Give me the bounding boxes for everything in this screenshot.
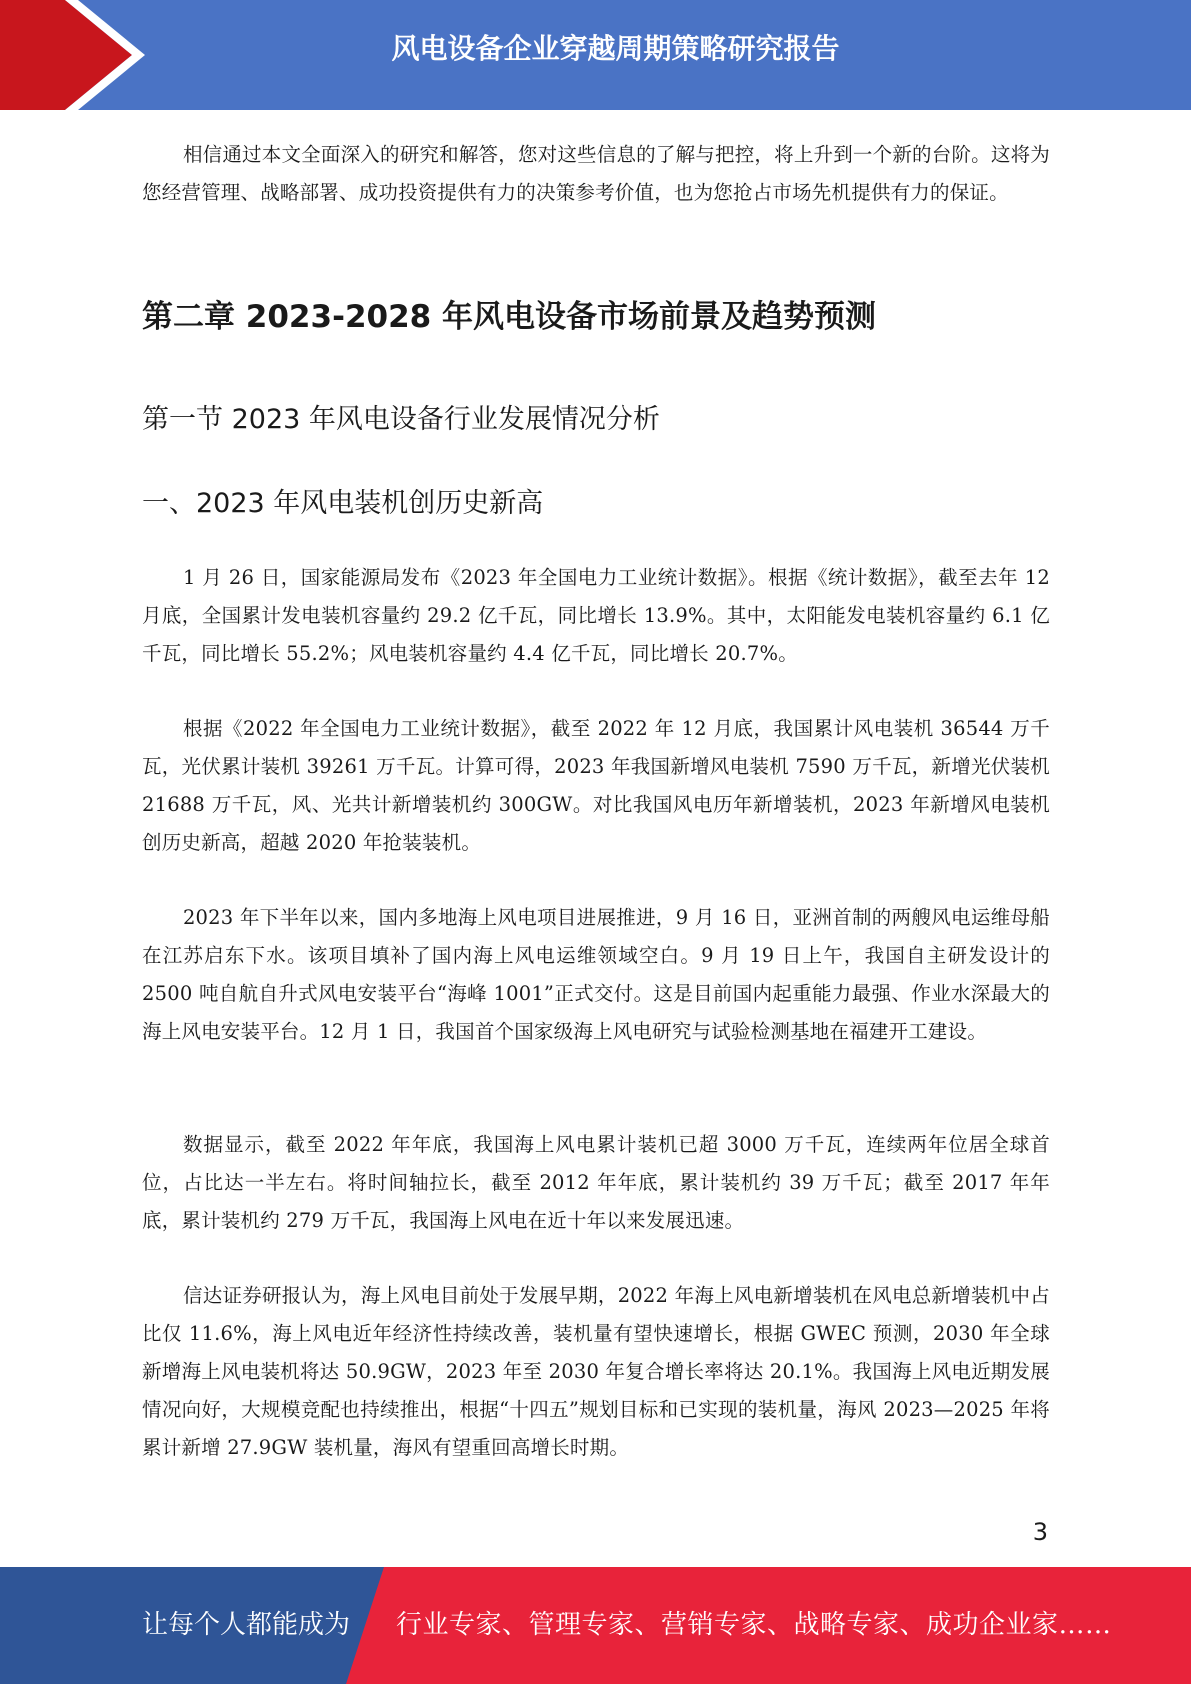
page-number: 3 (1032, 1518, 1048, 1546)
intro-paragraph: 相信通过本文全面深入的研究和解答，您对这些信息的了解与把控，将上升到一个新的台阶。这将为您经营管理、战略部署、成功投资提供有力的决策参考价值，也为您抢占市场先机提供有力的保证。 (142, 143, 1050, 204)
paragraph-1: 1 月 26 日，国家能源局发布《2023 年全国电力工业统计数据》。根据《统计数据》，截至去年 12 月底，全国累计发电装机容量约 29.2 亿千瓦，同比增长 13.9%。其中，太阳能发电装机容量约 6.1 亿千瓦，同比增长 55.2%；风电装机容量约 4.4 亿千瓦，同比增长 20.7%。 (142, 566, 1050, 665)
paragraph-2: 根据《2022 年全国电力工业统计数据》，截至 2022 年 12 月底，我国累计风电装机 36544 万千瓦，光伏累计装机 39261 万千瓦。计算可得，2023 年我国新增风电装机 7590 万千瓦，新增光伏装机 21688 万千瓦，风、光共计新增装机约 300GW。对比我国风电历年新增装机，2023 年新增风电装机创历史新高，超越 2020 年抢装装机。 (142, 717, 1050, 854)
header-band (0, 0, 1191, 110)
subsection-title: 一、2023 年风电装机创历史新高 (142, 488, 544, 519)
report-title: 风电设备企业穿越周期策略研究报告 (391, 32, 840, 65)
footer-slogan-left: 让每个人都能成为 (142, 1610, 351, 1640)
chapter-title: 第二章 2023-2028 年风电设备市场前景及趋势预测 (142, 299, 877, 335)
paragraph-3: 2023 年下半年以来，国内多地海上风电项目进展推进，9 月 16 日，亚洲首制的两艘风电运维母船在江苏启东下水。该项目填补了国内海上风电运维领域空白。9 月 19 日上午，我国自主研发设计的 2500 吨自航自升式风电安装平台“海峰 1001”正式交付。这是目前国内起重能力最强、作业水深最大的海上风电安装平台。12 月 1 日，我国首个国家级海上风电研究与试验检测基地在福建开工建设。 (142, 906, 1050, 1043)
footer-slogan-right: 行业专家、管理专家、营销专家、战略专家、成功企业家…… (396, 1610, 1112, 1640)
section-title: 第一节 2023 年风电设备行业发展情况分析 (142, 404, 660, 435)
paragraph-5: 信达证券研报认为，海上风电目前处于发展早期，2022 年海上风电新增装机在风电总新增装机中占比仅 11.6%，海上风电近年经济性持续改善，装机量有望快速增长，根据 GWEC 预测，2030 年全球新增海上风电装机将达 50.9GW，2023 年至 2030 年复合增长率将达 20.1%。我国海上风电近期发展情况向好，大规模竞配也持续推出，根据“十四五”规划目标和已实现的装机量，海风 2023—2025 年将累计新增 27.9GW 装机量，海风有望重回高增长时期。 (142, 1284, 1050, 1459)
footer-band (0, 1567, 1191, 1684)
paragraph-4: 数据显示，截至 2022 年年底，我国海上风电累计装机已超 3000 万千瓦，连续两年位居全球首位，占比达一半左右。将时间轴拉长，截至 2012 年年底，累计装机约 39 万千瓦；截至 2017 年年底，累计装机约 279 万千瓦，我国海上风电在近十年以来发展迅速。 (142, 1133, 1050, 1232)
